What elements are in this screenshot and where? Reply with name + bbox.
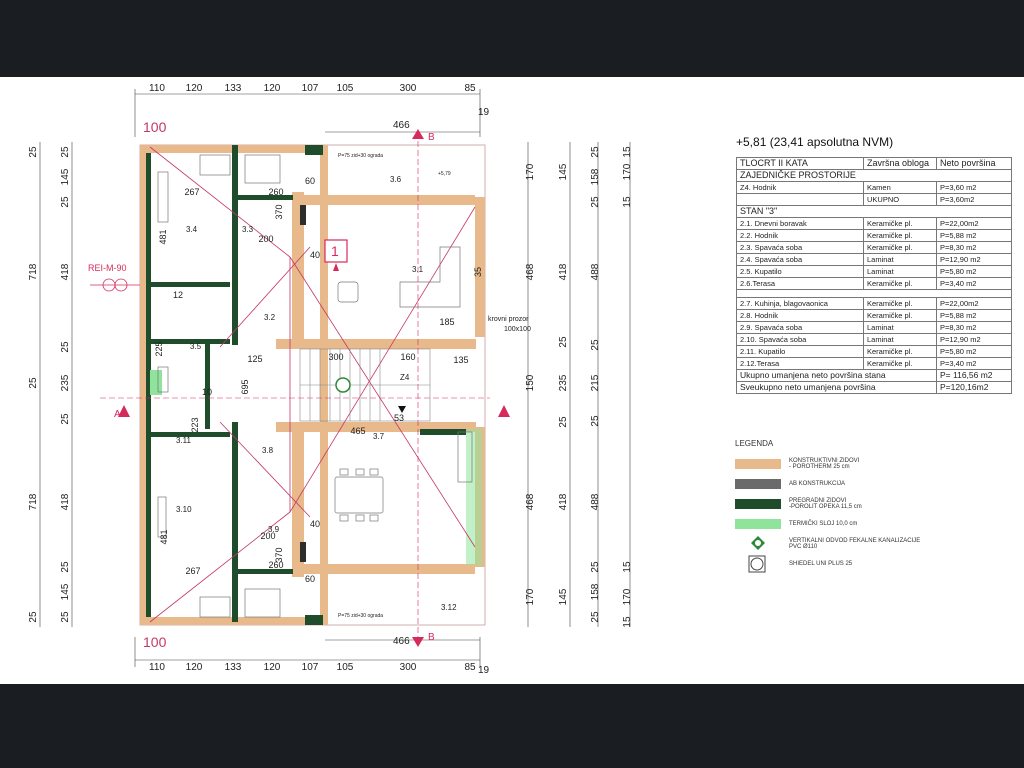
dim-label: 170: [622, 588, 633, 606]
table-row: [737, 254, 1012, 266]
fire-symbol-icon: [90, 279, 140, 291]
dim-label: 418: [60, 263, 71, 281]
inner-dim-label: 300: [328, 352, 344, 362]
section-a-right: A: [500, 409, 507, 420]
entry-arrow-icon: [333, 263, 339, 271]
row-name: 2.12.Terasa: [737, 358, 864, 370]
row-area: P=5,80 m2: [937, 266, 1012, 278]
table-row: [737, 322, 1012, 334]
drain-symbol: [336, 378, 350, 392]
total-stan-row: [737, 370, 1012, 382]
total-stan-label: Ukupno umanjena neto površina stana: [737, 370, 937, 382]
row-finish: Laminat: [864, 334, 937, 346]
stan-rows-a: [737, 218, 1012, 290]
row-finish: Keramičke pl.: [864, 358, 937, 370]
dim-label: 145: [60, 168, 71, 186]
row-name: 2.1. Dnevni boravak: [737, 218, 864, 230]
dim-label: 25: [590, 415, 601, 427]
room-3-4: 3.4: [186, 225, 198, 234]
inner-dim-label: 10: [201, 387, 213, 397]
room-labels: [176, 175, 457, 612]
row-finish: Laminat: [864, 254, 937, 266]
inner-dim-label: 40: [309, 519, 321, 529]
legend-item: [735, 534, 985, 554]
legend-item: [735, 514, 985, 534]
dim-label: 25: [60, 196, 71, 208]
total-all-row: [737, 382, 1012, 394]
room-3-8: 3.8: [262, 446, 274, 455]
row-finish: Keramičke pl.: [864, 242, 937, 254]
legend-item: [735, 554, 985, 574]
dim-label: 107: [301, 83, 319, 94]
table-row: [737, 358, 1012, 370]
dim-100-bottom: 100: [143, 634, 167, 650]
dim-label: 418: [558, 263, 569, 281]
legend-swatch: [735, 519, 781, 529]
table-row: [737, 242, 1012, 254]
section-stan: STAN "3": [737, 206, 1012, 218]
inner-dim-label: 160: [400, 352, 416, 362]
row-area: P=22,00m2: [937, 298, 1012, 310]
top-dimension-labels: [149, 83, 476, 94]
room-z4: Z4: [400, 373, 410, 382]
row-finish: Kamen: [864, 182, 937, 194]
dim-label: 468: [525, 493, 536, 511]
dim-label: 110: [149, 83, 165, 94]
dim-label: 25: [28, 377, 39, 389]
dim-label: 105: [336, 662, 354, 673]
legend-text: PREGRADNI ZIDOVI -POROLIT OPEKA 11,5 cm: [789, 498, 862, 510]
fire-rating-label: REI-M-90: [88, 263, 127, 273]
dim-label: 235: [60, 374, 71, 392]
dim-label: 170: [525, 588, 536, 606]
drain-icon: [735, 535, 781, 553]
dim-label: 25: [60, 341, 71, 353]
row-area: P=12,90 m2: [937, 254, 1012, 266]
row-finish: Keramičke pl.: [864, 298, 937, 310]
table-row: [737, 218, 1012, 230]
inner-dim-label: 12: [172, 290, 184, 300]
room-3-11: 3.11: [176, 436, 191, 445]
room-3-1: 3.1: [412, 265, 424, 274]
legend-item: [735, 494, 985, 514]
row-finish: UKUPNO: [864, 194, 937, 206]
row-area: P=5,88 m2: [937, 310, 1012, 322]
dim-466-top: 466: [393, 120, 410, 131]
table-row: [737, 182, 1012, 194]
col-header-plan: TLOCRT II KATA: [737, 158, 864, 170]
row-area: P=3,60m2: [937, 194, 1012, 206]
dim-label: 718: [28, 493, 39, 511]
table-row: [737, 278, 1012, 290]
row-name: Z4. Hodnik: [737, 182, 864, 194]
skylight-size: 100x100: [504, 326, 531, 333]
row-name: 2.10. Spavaća soba: [737, 334, 864, 346]
legend-text: TERMIČKI SLOJ 10,0 cm: [789, 521, 858, 527]
dim-label: 15: [622, 561, 633, 573]
inner-dim-label: 135: [453, 355, 469, 365]
dim-label: 145: [558, 588, 569, 606]
row-area: P=12,90 m2: [937, 334, 1012, 346]
stair-arrow: [398, 406, 406, 413]
inner-dimension-labels: [154, 176, 483, 584]
inner-dim-label: 260: [268, 187, 284, 197]
row-name: 2.9. Spavaća soba: [737, 322, 864, 334]
row-finish: Keramičke pl.: [864, 230, 937, 242]
room-3-9: 3.9: [268, 525, 280, 534]
dim-label: 170: [525, 163, 536, 181]
dim-label: 150: [525, 374, 536, 392]
right-dimension-labels: [525, 146, 633, 628]
table-row: [737, 334, 1012, 346]
section-b-top: B: [428, 132, 435, 143]
dim-label: 718: [28, 263, 39, 281]
dim-label: 418: [558, 493, 569, 511]
dim-label: 25: [590, 561, 601, 573]
table-row: [737, 230, 1012, 242]
inner-dim-label: 185: [439, 317, 455, 327]
dim-label: 120: [263, 662, 281, 673]
row-name: 2.4. Spavaća soba: [737, 254, 864, 266]
total-stan-value: P= 116,56 m2: [937, 370, 1012, 382]
row-finish: Laminat: [864, 266, 937, 278]
level-mark: +5,79: [438, 171, 451, 177]
dim-label: 25: [558, 416, 569, 428]
dim-label: 15: [622, 616, 633, 628]
row-name: 2.8. Hodnik: [737, 310, 864, 322]
inner-dim-label: 695: [240, 379, 250, 395]
inner-dim-label: 200: [258, 234, 274, 244]
row-name: 2.7. Kuhinja, blagovaonica: [737, 298, 864, 310]
row-area: P=3,40 m2: [937, 358, 1012, 370]
dim-label: 25: [558, 336, 569, 348]
room-3-2: 3.2: [264, 313, 276, 322]
stan-rows-b: [737, 298, 1012, 370]
row-area: P=5,80 m2: [937, 346, 1012, 358]
row-finish: Keramičke pl.: [864, 346, 937, 358]
inner-dim-label: 481: [159, 529, 169, 545]
dim-100-top: 100: [143, 119, 167, 135]
chimney-icon: [735, 555, 781, 573]
row-area: P=8,30 m2: [937, 322, 1012, 334]
door-note-top: P=75 zid+30 ograda: [338, 153, 384, 159]
row-finish: Keramičke pl.: [864, 218, 937, 230]
dim-label: 488: [590, 493, 601, 511]
dim-label: 133: [224, 83, 242, 94]
total-all-label: Sveukupno neto umanjena površina: [737, 382, 937, 394]
dim-label: 120: [263, 83, 281, 94]
roof-lines: [150, 147, 475, 622]
table-row: [737, 310, 1012, 322]
dim-label: 25: [590, 339, 601, 351]
dim-label: 25: [590, 196, 601, 208]
left-dimension-labels: [28, 146, 71, 623]
dim-label: 120: [185, 662, 203, 673]
row-area: P=3,60 m2: [937, 182, 1012, 194]
dim-label: 25: [60, 413, 71, 425]
dim-label: 215: [590, 374, 601, 392]
row-name: 2.2. Hodnik: [737, 230, 864, 242]
dim-label: 25: [60, 146, 71, 158]
table-row: [737, 346, 1012, 358]
row-finish: Keramičke pl.: [864, 310, 937, 322]
inner-dim-label: 260: [268, 560, 284, 570]
inner-dim-label: 60: [304, 574, 316, 584]
section-a-left: A: [114, 409, 121, 420]
legend-text: SHIEDEL UNI PLUS 25: [789, 561, 853, 567]
inner-dim-label: 35: [473, 266, 483, 278]
dim-19-bottom: 19: [478, 665, 490, 676]
skylight-note: krovni prozor: [488, 316, 529, 323]
inner-dim-label: 223: [190, 417, 200, 433]
drawing-sheet: [0, 77, 1024, 684]
dim-466-bottom: 466: [393, 636, 410, 647]
row-area: P=8,30 m2: [937, 242, 1012, 254]
inner-dim-label: 60: [304, 176, 316, 186]
dim-label: 133: [224, 662, 242, 673]
inner-dim-label: 40: [309, 250, 321, 260]
legend-text: VERTIKALNI ODVOD FEKALNE KANALIZACIJE PVC Ø110: [789, 538, 921, 550]
area-table: [736, 135, 1012, 394]
room-3-12: 3.12: [441, 603, 457, 612]
col-header-finish: Završna obloga: [864, 158, 937, 170]
dim-label: 300: [399, 83, 417, 94]
area-table-grid: [736, 157, 1012, 394]
dim-label: 85: [464, 662, 476, 673]
table-row: [737, 298, 1012, 310]
dim-label: 158: [590, 168, 601, 186]
room-3-3: 3.3: [242, 225, 254, 234]
stair-label: 53: [394, 413, 405, 423]
dim-label: 110: [149, 662, 165, 673]
legend-swatch: [735, 499, 781, 509]
inner-dim-label: 200: [260, 531, 276, 541]
dim-label: 120: [185, 83, 203, 94]
row-finish: Laminat: [864, 322, 937, 334]
entry-mark: 1: [331, 243, 339, 259]
dim-label: 25: [28, 146, 39, 158]
row-name: 2.3. Spavaća soba: [737, 242, 864, 254]
dim-label: 300: [399, 662, 417, 673]
legend: [735, 439, 985, 574]
table-row: [737, 194, 1012, 206]
dim-label: 145: [60, 583, 71, 601]
row-finish: Keramičke pl.: [864, 278, 937, 290]
dim-label: 25: [590, 146, 601, 158]
inner-dim-label: 225: [154, 341, 164, 357]
door-note-bottom: P=75 zid+30 ograda: [338, 613, 384, 619]
inner-dim-label: 267: [185, 566, 201, 576]
row-name: [737, 194, 864, 206]
col-header-area: Neto površina: [937, 158, 1012, 170]
legend-swatch: [735, 459, 781, 469]
dim-label: 145: [558, 163, 569, 181]
dim-label: 235: [558, 374, 569, 392]
legend-text: KONSTRUKTIVNI ZIDOVI - POROTHERM 25 cm: [789, 458, 860, 470]
dim-label: 105: [336, 83, 354, 94]
dim-label: 85: [464, 83, 476, 94]
inner-dim-label: 125: [247, 354, 263, 364]
inner-dim-label: 465: [350, 426, 366, 436]
dim-label: 468: [525, 263, 536, 281]
section-common: ZAJEDNIČKE PROSTORIJE: [737, 170, 1012, 182]
legend-item: [735, 474, 985, 494]
dim-label: 25: [60, 611, 71, 623]
dim-label: 158: [590, 583, 601, 601]
bottom-dimension-labels: [149, 662, 476, 673]
row-area: P=5,88 m2: [937, 230, 1012, 242]
room-3-10: 3.10: [176, 505, 192, 514]
dim-label: 418: [60, 493, 71, 511]
dim-label: 25: [28, 611, 39, 623]
inner-dim-label: 370: [274, 204, 284, 220]
dim-19-top: 19: [478, 107, 490, 118]
dim-label: 488: [590, 263, 601, 281]
row-name: 2.6.Terasa: [737, 278, 864, 290]
room-3-5: 3.5: [190, 342, 202, 351]
dim-label: 25: [60, 561, 71, 573]
section-b-bottom: B: [428, 632, 435, 643]
table-row: [737, 266, 1012, 278]
legend-text: AB KONSTRUKCIJA: [789, 481, 846, 487]
legend-title: LEGENDA: [735, 439, 774, 448]
dim-label: 107: [301, 662, 319, 673]
row-area: P=22,00m2: [937, 218, 1012, 230]
room-3-6: 3.6: [390, 175, 402, 184]
inner-dim-label: 370: [274, 547, 284, 563]
table-heading: +5,81 (23,41 apsolutna NVM): [736, 135, 894, 149]
room-3-7: 3.7: [373, 432, 385, 441]
dim-label: 25: [590, 611, 601, 623]
legend-item: [735, 454, 985, 474]
row-area: P=3,40 m2: [937, 278, 1012, 290]
total-all-value: P=120,16m2: [937, 382, 1012, 394]
dim-label: 15: [622, 196, 633, 208]
dim-label: 15: [622, 146, 633, 158]
inner-dim-label: 481: [158, 229, 168, 245]
inner-dim-label: 267: [184, 187, 200, 197]
row-name: 2.11. Kupatilo: [737, 346, 864, 358]
row-name: 2.5. Kupatilo: [737, 266, 864, 278]
dim-label: 170: [622, 163, 633, 181]
legend-swatch: [735, 479, 781, 489]
